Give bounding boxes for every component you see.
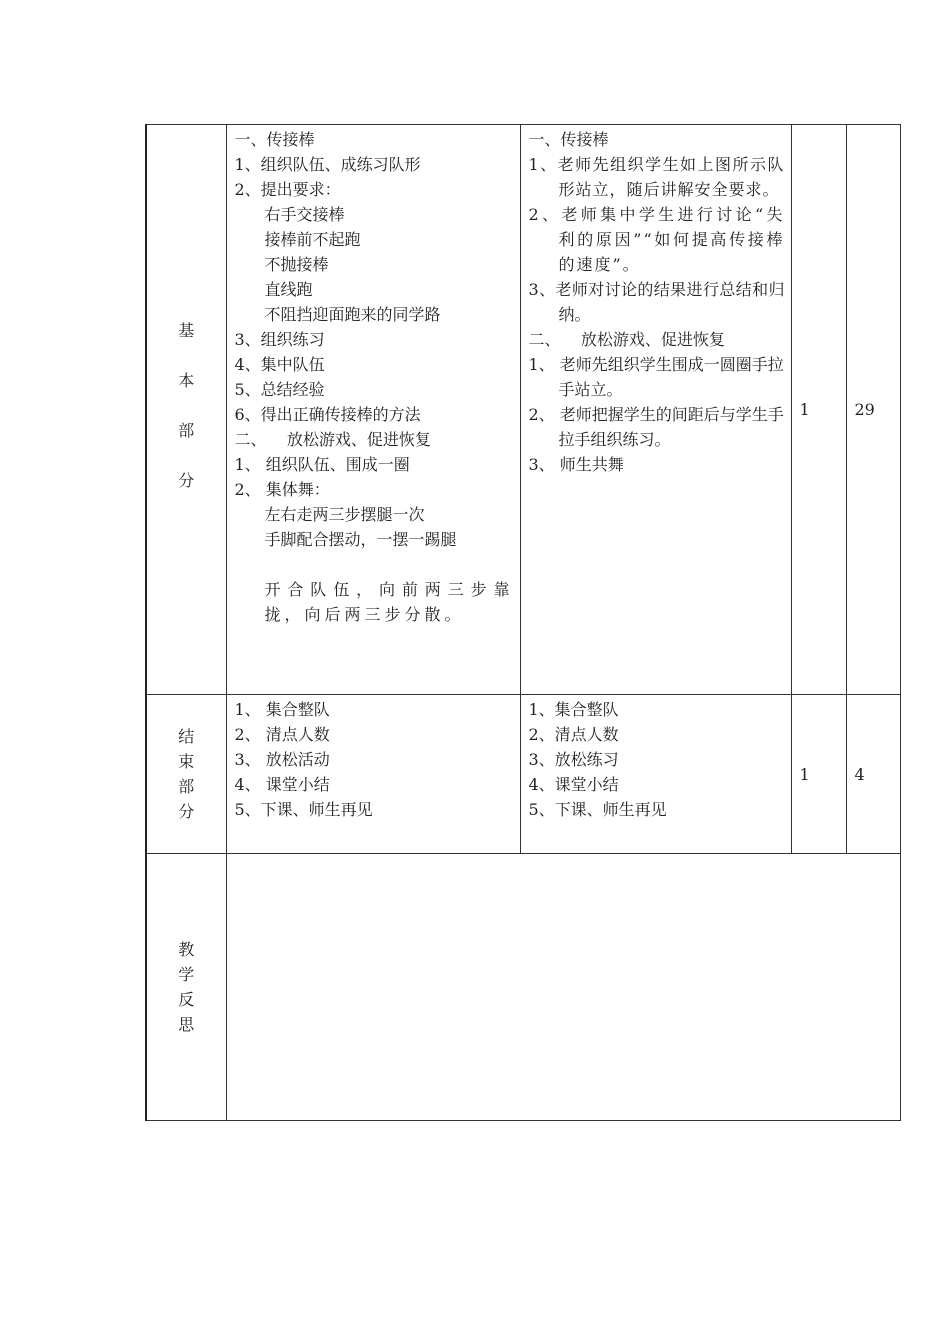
ending-method-cell — [520, 695, 791, 854]
label-char: 思 — [178, 1015, 195, 1034]
method-line: 1、 老师先组织学生围成一圆圈手拉手站立。 — [528, 355, 784, 399]
ending-method-item: 1、集合整队 — [528, 700, 619, 719]
reflection-content-cell — [226, 854, 900, 1121]
ending-method-item: 5、下课、师生再见 — [528, 800, 667, 819]
method-relay-title: 一、传接棒 — [528, 130, 609, 149]
ending-count: 1 — [799, 764, 810, 784]
label-char: 分 — [178, 471, 195, 490]
basic-content-cell — [226, 125, 520, 695]
content-line: 3、组织练习 — [234, 330, 325, 349]
label-char: 基 — [178, 321, 195, 340]
content-line: 2、 集体舞： — [234, 480, 330, 499]
method-line: 1、老师先组织学生如上图所示队形站立，随后讲解安全要求。 — [528, 155, 785, 199]
basic-minutes: 29 — [854, 400, 875, 419]
basic-section-row — [146, 125, 900, 695]
ending-section-row — [146, 695, 900, 854]
basic-minutes-cell — [846, 125, 900, 695]
method-relax-title: 二、 放松游戏、促进恢复 — [528, 330, 725, 349]
basic-count-cell — [791, 125, 846, 695]
label-char: 部 — [178, 777, 195, 796]
ending-minutes-cell — [846, 695, 900, 854]
basic-count: 1 — [799, 400, 810, 419]
ending-method-item: 4、课堂小结 — [528, 775, 619, 794]
ending-content-item: 3、 放松活动 — [234, 750, 330, 769]
requirement-item: 直线跑 — [264, 280, 313, 299]
label-char: 束 — [178, 752, 195, 771]
method-line: 2、 老师把握学生的间距后与学生手拉手组织练习。 — [528, 405, 784, 449]
requirement-item: 接棒前不起跑 — [264, 230, 361, 249]
method-line: 3、 师生共舞 — [528, 455, 624, 474]
label-char: 本 — [178, 371, 195, 390]
relax-title: 二、 放松游戏、促进恢复 — [234, 430, 431, 449]
ending-content-item: 4、 课堂小结 — [234, 775, 330, 794]
ending-minutes: 4 — [854, 764, 865, 784]
label-char: 学 — [178, 965, 195, 984]
ending-content-cell — [226, 695, 520, 854]
basic-section-label — [147, 318, 226, 493]
label-char: 教 — [178, 940, 195, 959]
content-line: 1、 组织队伍、围成一圈 — [234, 455, 410, 474]
dance-item: 手脚配合摆动，一摆一踢腿 — [264, 530, 457, 549]
ending-content-item: 2、 清点人数 — [234, 725, 330, 744]
label-char: 分 — [178, 802, 195, 821]
dance-item: 左右走两三步摆腿一次 — [264, 505, 425, 524]
lesson-plan-table — [145, 124, 901, 1121]
ending-method-item: 2、清点人数 — [528, 725, 619, 744]
ending-section-label — [147, 724, 226, 824]
reflection-label-cell — [146, 854, 226, 1121]
content-line: 1、组织队伍、成练习队形 — [234, 155, 421, 174]
relay-title: 一、传接棒 — [234, 130, 315, 149]
method-line: 3、老师对讨论的结果进行总结和归纳。 — [528, 280, 785, 324]
ending-content-item: 5、下课、师生再见 — [234, 800, 373, 819]
label-char: 结 — [178, 727, 195, 746]
content-line: 4、集中队伍 — [234, 355, 325, 374]
label-char: 反 — [178, 990, 195, 1009]
ending-count-cell — [791, 695, 846, 854]
method-line: 2、老师集中学生进行讨论“失利的原因”“如何提高传接棒的速度”。 — [528, 205, 785, 274]
ending-content-item: 1、 集合整队 — [234, 700, 330, 719]
reflection-label — [147, 937, 226, 1037]
label-char: 部 — [178, 421, 195, 440]
content-line: 2、提出要求： — [234, 180, 341, 199]
reflection-row — [146, 854, 900, 1121]
content-line: 5、总结经验 — [234, 380, 325, 399]
ending-section-label-cell — [146, 695, 226, 854]
basic-section-label-cell — [146, 125, 226, 695]
basic-method-cell — [520, 125, 791, 695]
requirement-item: 不阻挡迎面跑来的同学路 — [264, 305, 441, 324]
content-line: 6、得出正确传接棒的方法 — [234, 405, 421, 424]
requirement-item: 不抛接棒 — [264, 255, 329, 274]
ending-method-item: 3、放松练习 — [528, 750, 619, 769]
dance-item: 开合队伍，向前两三步靠拢，向后两三步分散。 — [264, 580, 514, 624]
requirement-item: 右手交接棒 — [264, 205, 345, 224]
